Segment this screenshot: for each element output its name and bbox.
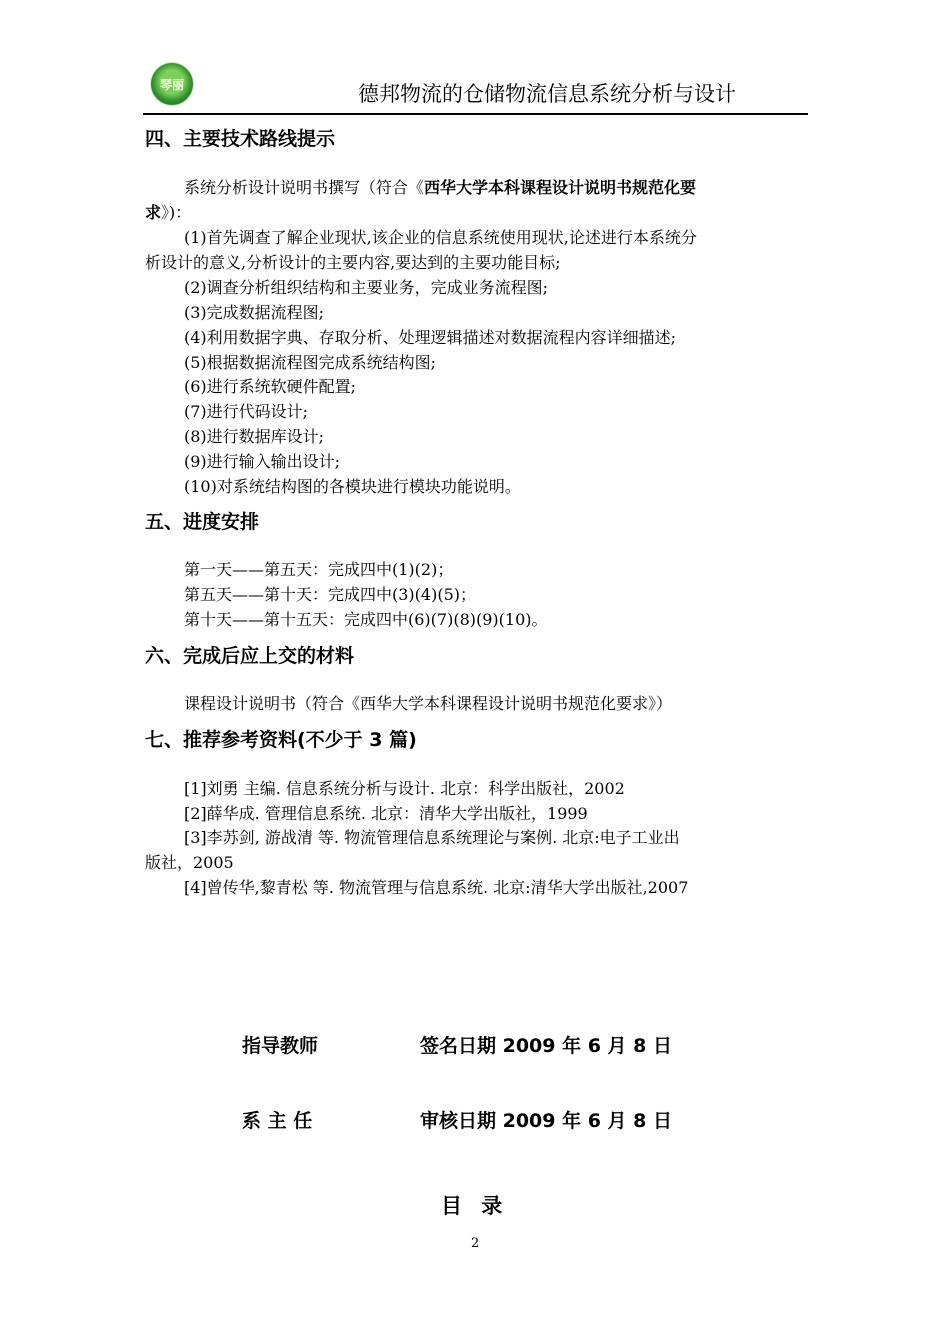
logo-icon <box>150 62 194 106</box>
list-item: (6)进行系统软硬件配置; <box>184 377 357 396</box>
list-item: (9)进行输入输出设计; <box>184 452 341 471</box>
section6-text: 课程设计说明书（符合《西华大学本科课程设计说明书规范化要求》） <box>184 694 673 713</box>
section6-heading: 六、完成后应上交的材料 <box>145 645 355 667</box>
page-number: 2 <box>471 1236 480 1251</box>
header-title: 德邦物流的仓储物流信息系统分析与设计 <box>358 82 736 106</box>
schedule-item: 第五天——第十天：完成四中(3)(4)(5)； <box>184 585 476 604</box>
list-item-cont: 析设计的意义,分析设计的主要内容,要达到的主要功能目标; <box>145 253 561 272</box>
list-item: (4)利用数据字典、存取分析、处理逻辑描述对数据流程内容详细描述; <box>184 328 677 347</box>
logo-text: 琴丽 <box>159 77 184 92</box>
intro-bold-text: 西华大学本科课程设计说明书规范化要 <box>424 178 697 197</box>
reference-item: [1]刘勇 主编. 信息系统分析与设计. 北京：科学出版社，2002 <box>184 779 625 798</box>
intro-text-end: 》)： <box>161 203 192 222</box>
teacher-label: 指导教师 <box>242 1035 319 1057</box>
schedule-item: 第一天——第五天：完成四中(1)(2)； <box>184 560 454 579</box>
list-item: (3)完成数据流程图; <box>184 303 325 322</box>
intro-text: 系统分析设计说明书撰写（符合《 <box>184 178 425 197</box>
list-item: (2)调查分析组织结构和主要业务，完成业务流程图; <box>184 278 549 297</box>
list-item: (1)首先调查了解企业现状,该企业的信息系统使用现状,论述进行本系统分 <box>184 228 697 247</box>
reference-item: [4]曾传华,黎青松 等. 物流管理与信息系统. 北京:清华大学出版社,2007 <box>184 878 689 897</box>
reference-item: [2]薛华成. 管理信息系统. 北京：清华大学出版社，1999 <box>184 804 588 823</box>
section4-intro-cont <box>145 200 191 223</box>
director-label: 系 主 任 <box>242 1110 313 1132</box>
section5-heading: 五、进度安排 <box>145 511 260 533</box>
section4-intro <box>184 175 696 198</box>
teacher-sign-date: 签名日期 2009 年 6 月 8 日 <box>420 1035 673 1057</box>
intro-bold-text-2: 求 <box>145 203 162 222</box>
list-item: (10)对系统结构图的各模块进行模块功能说明。 <box>184 477 521 496</box>
list-item: (8)进行数据库设计; <box>184 427 325 446</box>
section7-heading: 七、推荐参考资料(不少于 3 篇) <box>145 729 417 751</box>
toc-heading: 目 录 <box>441 1194 509 1218</box>
reference-item-cont: 版社，2005 <box>145 853 234 872</box>
reference-item: [3]李苏剑, 游战清 等. 物流管理信息系统理论与案例. 北京:电子工业出 <box>184 828 680 847</box>
list-item: (5)根据数据流程图完成系统结构图; <box>184 353 437 372</box>
section4-heading: 四、主要技术路线提示 <box>145 128 336 150</box>
list-item: (7)进行代码设计; <box>184 402 309 421</box>
schedule-item: 第十天——第十五天：完成四中(6)(7)(8)(9)(10)。 <box>184 610 548 629</box>
header-divider <box>143 113 808 115</box>
director-review-date: 审核日期 2009 年 6 月 8 日 <box>420 1110 673 1132</box>
